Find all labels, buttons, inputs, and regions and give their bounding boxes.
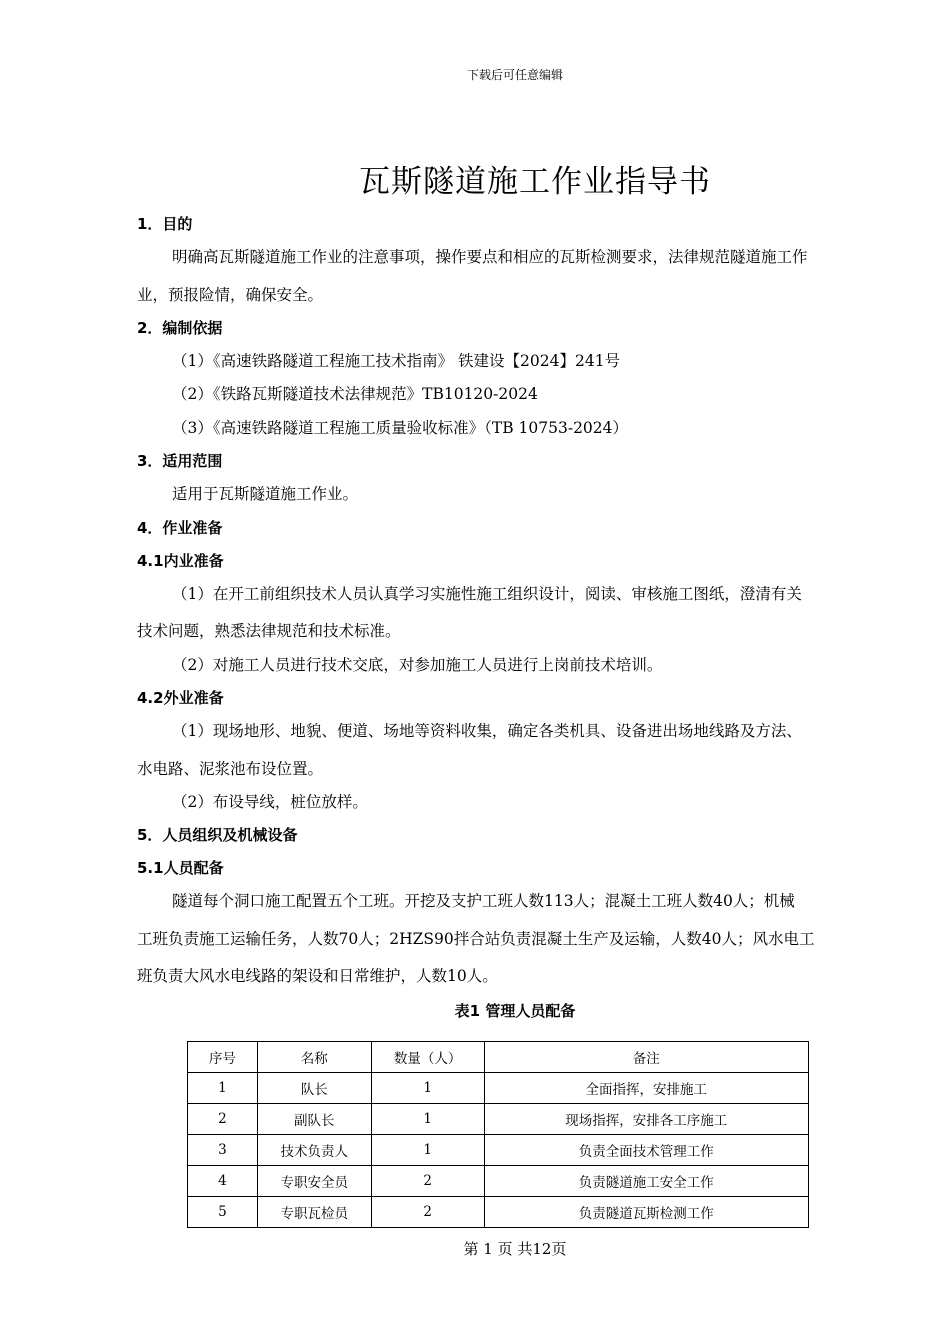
header-cell-remark: 备注 (484, 1042, 808, 1073)
table-row (188, 1104, 809, 1135)
table-row (188, 1073, 809, 1104)
cell-remark: 负责隧道瓦斯检测工作 (484, 1197, 808, 1228)
cell-count: 1 (371, 1073, 484, 1104)
section-4-1-item-2: （2）对施工人员进行技术交底，对参加施工人员进行上岗前技术培训。 (172, 656, 663, 674)
cell-index: 5 (188, 1197, 258, 1228)
section-1-heading: 1．目的 (137, 215, 193, 233)
header-note: 下载后可任意编辑 (466, 68, 563, 82)
header-cell-name: 名称 (257, 1042, 371, 1073)
section-3-heading: 3．适用范围 (137, 452, 223, 470)
section-1-paragraph-cont: 业，预报险情，确保安全。 (137, 286, 324, 304)
section-5-1-heading: 5.1人员配备 (137, 859, 224, 877)
management-staff-table (187, 1041, 809, 1228)
section-2-heading: 2．编制依据 (137, 319, 223, 337)
section-4-heading: 4．作业准备 (137, 519, 223, 537)
cell-name: 专职瓦检员 (257, 1197, 371, 1228)
cell-count: 1 (371, 1104, 484, 1135)
cell-remark: 负责隧道施工安全工作 (484, 1166, 808, 1197)
section-4-1-heading: 4.1内业准备 (137, 552, 224, 570)
page-footer: 第 1 页 共12页 (463, 1240, 567, 1258)
reference-item-2: （2）《铁路瓦斯隧道技术法律规范》TB10120-2024 (172, 385, 538, 403)
cell-remark: 负责全面技术管理工作 (484, 1135, 808, 1166)
cell-name: 专职安全员 (257, 1166, 371, 1197)
section-4-2-item-2: （2）布设导线，桩位放样。 (172, 793, 368, 811)
cell-index: 4 (188, 1166, 258, 1197)
section-5-1-paragraph-cont-1: 工班负责施工运输任务，人数70人；2HZS90拌合站负责混凝土生产及运输，人数40人；风水电工 (137, 930, 815, 948)
cell-remark: 全面指挥，安排施工 (484, 1073, 808, 1104)
cell-name: 副队长 (257, 1104, 371, 1135)
table-row (188, 1197, 809, 1228)
cell-count: 1 (371, 1135, 484, 1166)
table-header-row (188, 1042, 809, 1073)
cell-name: 队长 (257, 1073, 371, 1104)
cell-index: 2 (188, 1104, 258, 1135)
section-1-paragraph: 明确高瓦斯隧道施工作业的注意事项，操作要点和相应的瓦斯检测要求，法律规范隧道施工作 (172, 248, 808, 266)
table-row (188, 1166, 809, 1197)
header-cell-index: 序号 (188, 1042, 258, 1073)
cell-count: 2 (371, 1166, 484, 1197)
table-caption: 表1 管理人员配备 (454, 1002, 576, 1020)
cell-remark: 现场指挥，安排各工序施工 (484, 1104, 808, 1135)
cell-index: 3 (188, 1135, 258, 1166)
section-4-1-item-1: （1）在开工前组织技术人员认真学习实施性施工组织设计，阅读、审核施工图纸，澄清有关 (172, 585, 802, 603)
section-3-paragraph: 适用于瓦斯隧道施工作业。 (172, 485, 359, 503)
section-4-2-item-1: （1）现场地形、地貌、便道、场地等资料收集，确定各类机具、设备进出场地线路及方法、 (172, 722, 802, 740)
table-row (188, 1135, 809, 1166)
reference-item-1: （1）《高速铁路隧道工程施工技术指南》 铁建设【2024】241号 (172, 352, 621, 370)
section-4-2-heading: 4.2外业准备 (137, 689, 224, 707)
cell-index: 1 (188, 1073, 258, 1104)
cell-count: 2 (371, 1197, 484, 1228)
header-cell-count: 数量（人） (371, 1042, 484, 1073)
document-title: 瓦斯隧道施工作业指导书 (359, 164, 711, 200)
reference-item-3: （3）《高速铁路隧道工程施工质量验收标准》（TB 10753-2024） (172, 419, 629, 437)
section-5-1-paragraph-cont-2: 班负责大风水电线路的架设和日常维护，人数10人。 (137, 967, 498, 985)
section-5-1-paragraph: 隧道每个洞口施工配置五个工班。开挖及支护工班人数113人；混凝土工班人数40人；机械 (172, 892, 795, 910)
section-5-heading: 5．人员组织及机械设备 (137, 826, 298, 844)
section-4-2-item-1-cont: 水电路、泥浆池布设位置。 (137, 760, 324, 778)
section-4-1-item-1-cont: 技术问题，熟悉法律规范和技术标准。 (137, 622, 401, 640)
cell-name: 技术负责人 (257, 1135, 371, 1166)
